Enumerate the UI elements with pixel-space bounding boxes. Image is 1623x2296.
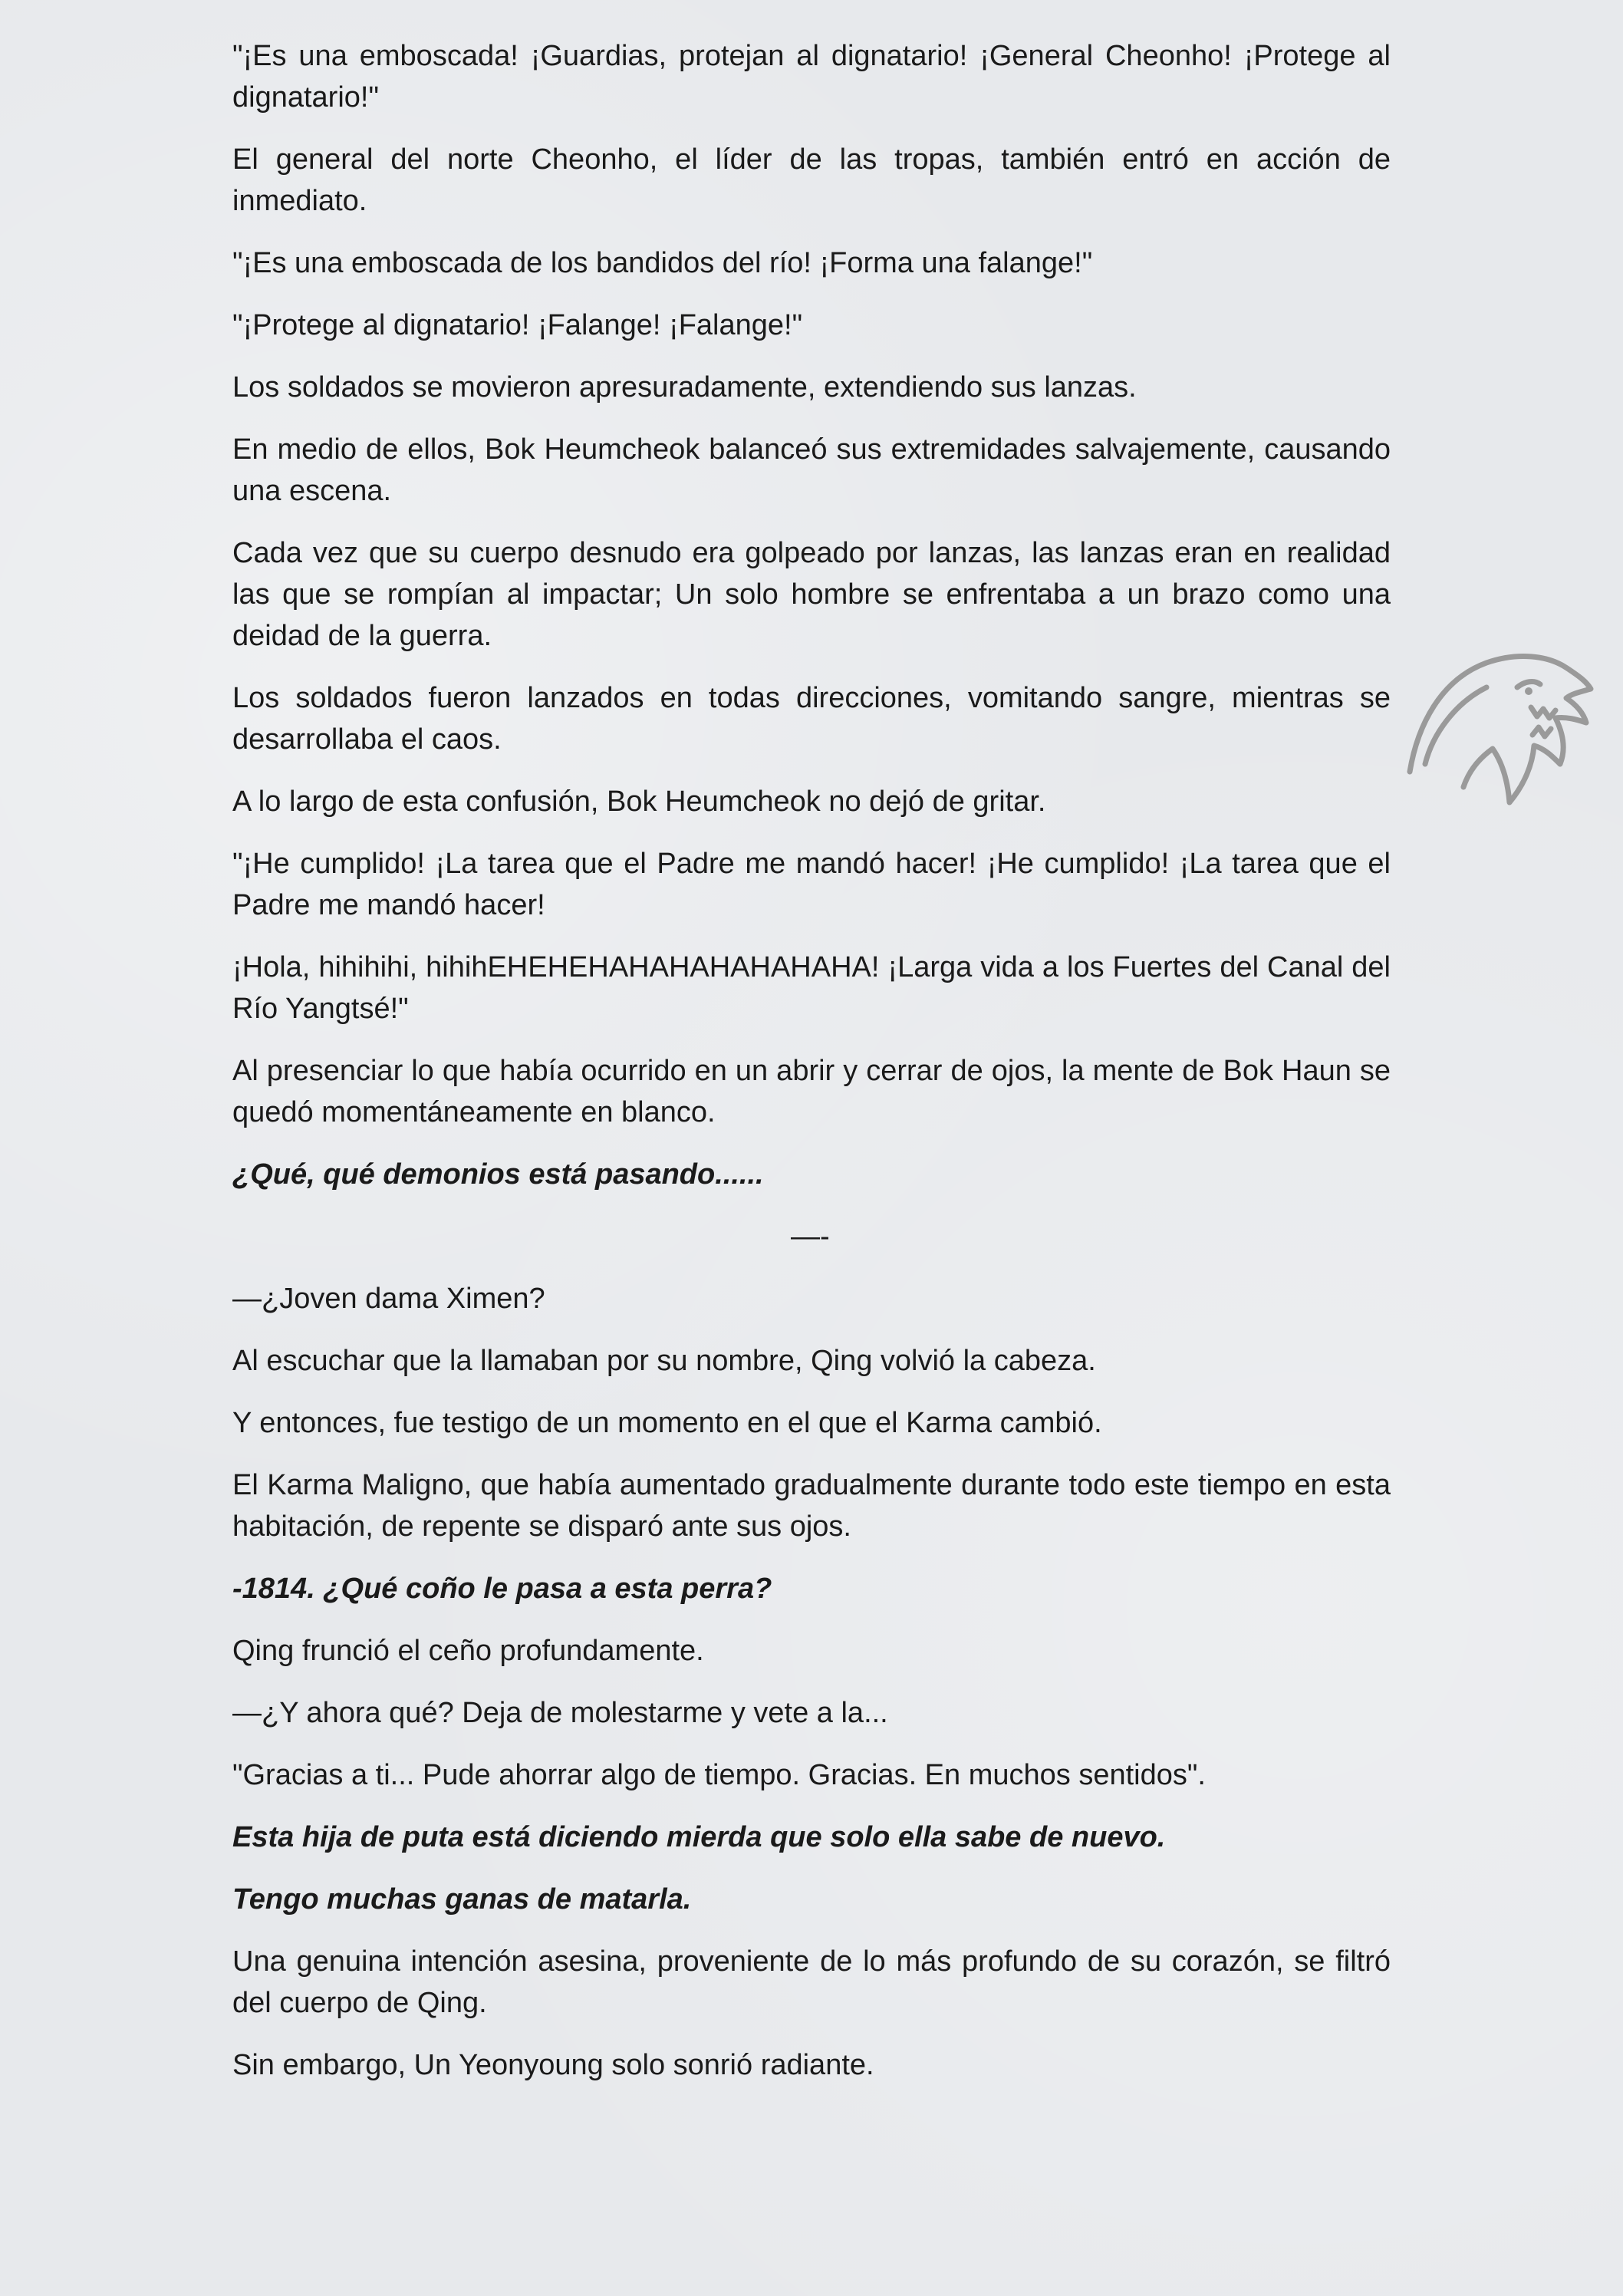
- paragraph: Una genuina intención asesina, proveniente de lo más profundo de su corazón, se filtró del cuerpo de Qing.: [232, 1945, 1391, 2019]
- paragraph: El Karma Maligno, que había aumentado gradualmente durante todo este tiempo en esta habitación, de repente se disparó ante sus ojos.: [232, 1469, 1391, 1543]
- paragraph: Al presenciar lo que había ocurrido en un abrir y cerrar de ojos, la mente de Bok Haun se quedó momentáneamente en blanco.: [232, 1055, 1391, 1128]
- document-body: [232, 35, 1391, 2107]
- thought-paragraph: ¿Qué, qué demonios está pasando......: [232, 1158, 764, 1191]
- paragraph: "¡Es una emboscada de los bandidos del río! ¡Forma una falange!": [232, 247, 1093, 279]
- thought-paragraph: Tengo muchas ganas de matarla.: [232, 1883, 692, 1916]
- dinosaur-head-icon: [1402, 634, 1594, 825]
- scene-separator: —-: [791, 1220, 830, 1253]
- paragraph: Y entonces, fue testigo de un momento en el que el Karma cambió.: [232, 1407, 1102, 1439]
- paragraph: "Gracias a ti... Pude ahorrar algo de tiempo. Gracias. En muchos sentidos".: [232, 1759, 1206, 1791]
- paragraph: "¡He cumplido! ¡La tarea que el Padre me mandó hacer! ¡He cumplido! ¡La tarea que el Padre me mandó hacer!: [232, 848, 1391, 921]
- paragraph: Los soldados fueron lanzados en todas direcciones, vomitando sangre, mientras se desarrollaba el caos.: [232, 682, 1391, 756]
- paragraph: —¿Joven dama Ximen?: [232, 1283, 545, 1315]
- paragraph: "¡Es una emboscada! ¡Guardias, protejan al dignatario! ¡General Cheonho! ¡Protege al dignatario!": [232, 40, 1391, 114]
- paragraph: Cada vez que su cuerpo desnudo era golpeado por lanzas, las lanzas eran en realidad las que se rompían al impactar; Un solo hombre se enfrentaba a un brazo como una deidad de la guerra.: [232, 537, 1391, 652]
- paragraph: Qing frunció el ceño profundamente.: [232, 1635, 704, 1667]
- paragraph: En medio de ellos, Bok Heumcheok balanceó sus extremidades salvajemente, causando una escena.: [232, 433, 1391, 507]
- paragraph: Los soldados se movieron apresuradamente, extendiendo sus lanzas.: [232, 371, 1137, 404]
- paragraph: A lo largo de esta confusión, Bok Heumcheok no dejó de gritar.: [232, 786, 1046, 818]
- thought-paragraph: -1814. ¿Qué coño le pasa a esta perra?: [232, 1573, 772, 1605]
- paragraph: Al escuchar que la llamaban por su nombre, Qing volvió la cabeza.: [232, 1345, 1096, 1377]
- paragraph: Sin embargo, Un Yeonyoung solo sonrió radiante.: [232, 2049, 874, 2081]
- paragraph: —¿Y ahora qué? Deja de molestarme y vete a la...: [232, 1697, 888, 1729]
- thought-paragraph: Esta hija de puta está diciendo mierda que solo ella sabe de nuevo.: [232, 1821, 1166, 1853]
- paragraph: "¡Protege al dignatario! ¡Falange! ¡Falange!": [232, 309, 803, 341]
- paragraph: El general del norte Cheonho, el líder de las tropas, también entró en acción de inmediato.: [232, 143, 1391, 217]
- paragraph: ¡Hola, hihihihi, hihihEHEHEHAHAHAHAHAHAHA! ¡Larga vida a los Fuertes del Canal del Río Yangtsé!": [232, 951, 1391, 1025]
